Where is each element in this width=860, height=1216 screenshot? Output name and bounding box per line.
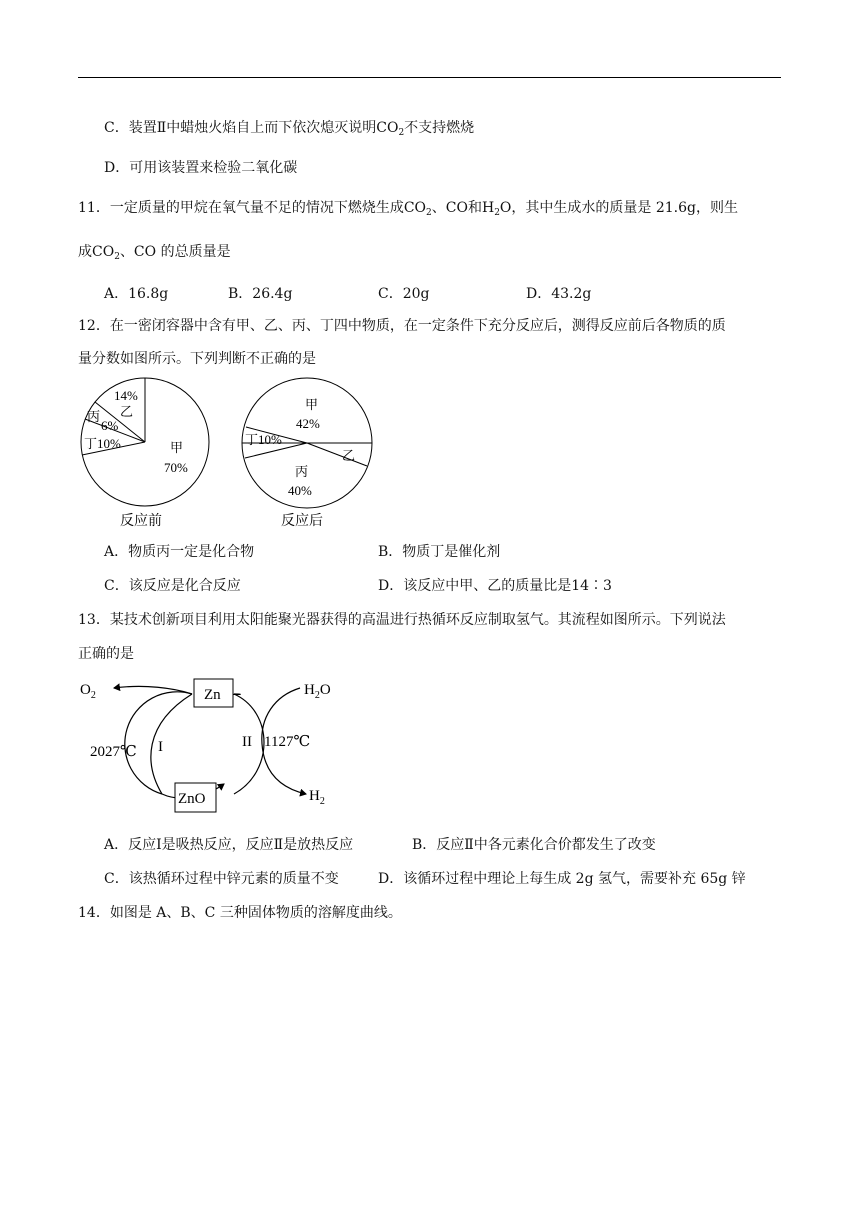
pie-before-yi-name: 乙 [120, 404, 134, 419]
q11-option-d: D．43.2g [526, 286, 592, 302]
q13-option-d: D．该循环过程中理论上每生成 2g 氢气，需要补充 65g 锌 [378, 871, 746, 887]
pie-before-jia-name: 甲 [170, 440, 184, 455]
zn-label: Zn [204, 687, 221, 703]
temp-reaction-2: 1127℃ [264, 734, 311, 750]
q13-stem-line1: 13．某技术创新项目利用太阳能聚光器获得的高温进行热循环反应制取氢气。其流程如图所示。下列说法 [78, 612, 726, 628]
pie-before-yi-pct: 14% [114, 388, 138, 403]
pie-before-bing-pct: 6% [101, 418, 119, 433]
pie-before [81, 378, 209, 529]
arrow-to-h2 [262, 744, 306, 794]
pie-before-ding-label: 丁10% [84, 436, 121, 451]
pie-after-ding-label: 丁10% [245, 432, 282, 447]
header-rule [78, 77, 781, 78]
pie-after-jia-name: 甲 [305, 397, 319, 412]
pie-after-bing-pct: 40% [288, 483, 312, 498]
h2o-label: $H_2O$ [304, 682, 331, 701]
pie-after-caption: 反应后 [281, 514, 323, 529]
q12-option-b: B．物质丁是催化剂 [378, 544, 501, 560]
pie-before-caption: 反应前 [120, 514, 162, 529]
q11-option-c: C．20g [378, 286, 430, 302]
q13-cycle-diagram [74, 672, 364, 820]
pie-after-yi-name: 乙 [342, 448, 356, 463]
pie-before-jia-pct: 70% [164, 460, 188, 475]
q11-stem-line2: 成$CO_2$、CO 的总质量是 [78, 244, 231, 262]
q13-option-c: C．该热循环过程中锌元素的质量不变 [104, 871, 339, 887]
q11-option-a: A．16.8g [104, 286, 169, 302]
q13-option-a: A．反应Ⅰ是吸热反应，反应Ⅱ是放热反应 [104, 837, 354, 853]
pie-after [242, 378, 372, 529]
q14-stem: 14．如图是 A、B、C 三种固体物质的溶解度曲线。 [78, 905, 402, 921]
q12-option-d: D．该反应中甲、乙的质量比是14∶3 [378, 578, 612, 594]
reaction-2-label: II [242, 734, 252, 750]
q12-stem-line2: 量分数如图所示。下列判断不正确的是 [78, 351, 316, 367]
zno-label: ZnO [178, 791, 206, 807]
q12-option-c: C．该反应是化合反应 [104, 578, 241, 594]
q12-pie-charts [74, 372, 384, 537]
arrow-to-o2 [114, 686, 192, 694]
q11-stem-line1: 11．一定质量的甲烷在氧气量不足的情况下燃烧生成$CO_2$、CO和$H_2O$，其中生成水的质量是 21.6g，则生 [78, 200, 738, 218]
q12-option-a: A．物质丙一定是化合物 [104, 544, 255, 560]
q10-option-c: C．装置Ⅱ中蜡烛火焰自上而下依次熄灭说明$CO_2$不支持燃烧 [104, 120, 475, 138]
pie-after-jia-pct: 42% [296, 416, 320, 431]
q13-option-b: B．反应Ⅱ中各元素化合价都发生了改变 [412, 837, 656, 853]
temp-reaction-1: 2027℃ [90, 744, 137, 760]
reaction-1-label: I [158, 739, 163, 755]
q12-stem-line1: 12．在一密闭容器中含有甲、乙、丙、丁四中物质，在一定条件下充分反应后，测得反应前后各物质的质 [78, 318, 726, 334]
pie-before-bing-name: 丙 [87, 409, 101, 424]
q11-option-b: B．26.4g [228, 286, 293, 302]
q13-stem-line2: 正确的是 [78, 646, 134, 662]
pie-after-divider [307, 443, 367, 466]
q10-option-d: D．可用该装置来检验二氧化碳 [104, 160, 298, 176]
h2-label: $H_2$ [309, 788, 325, 807]
o2-label: $O_2$ [80, 682, 96, 701]
pie-after-bing-name: 丙 [295, 464, 309, 479]
